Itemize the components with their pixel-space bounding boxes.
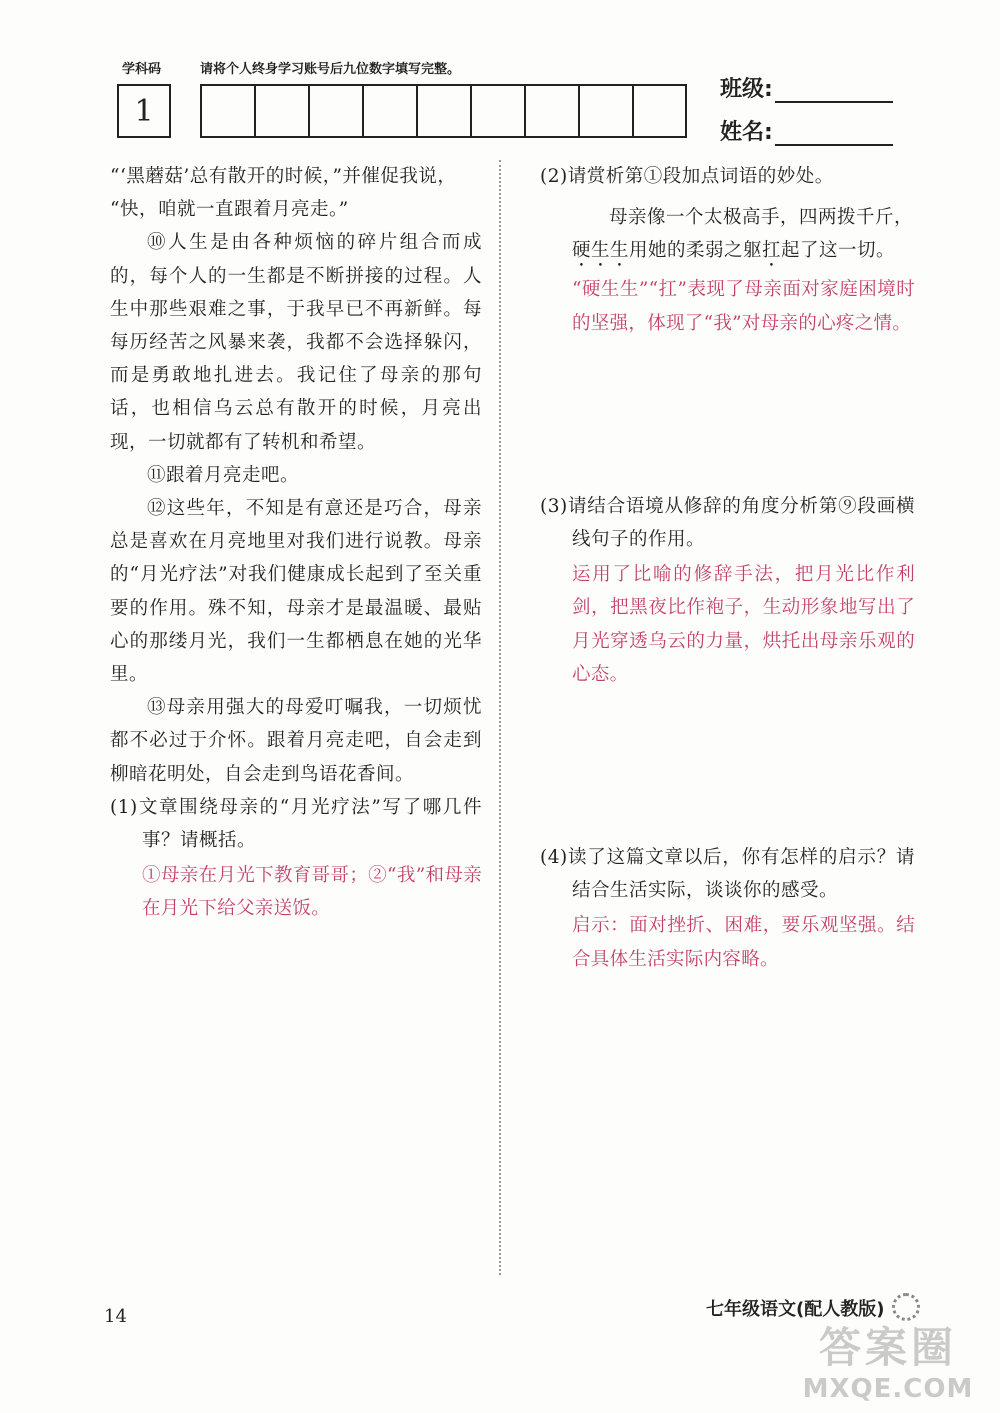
paragraph-10: ⑩人生是由各种烦恼的碎片组合而成的，每个人的一生都是不断拼接的过程。人生中那些艰难之事，于我早已不再新鲜。每每历经苦之风暴来袭，我都不会选择躲闪，而是勇敢地扎进去。我记住了母亲的那句话，也相信乌云总有散开的时候，月亮出现，一切就都有了转机和希望。 <box>110 232 482 453</box>
page-number: 14 <box>104 1306 127 1327</box>
watermark <box>788 1322 988 1404</box>
digit-box[interactable] <box>472 86 526 136</box>
digit-box[interactable] <box>310 86 364 136</box>
question-2: (2)请赏析第①段加点词语的妙处。 <box>540 166 834 187</box>
question-1: (1)文章围绕母亲的“月光疗法”写了哪几件事？请概括。 <box>110 796 482 852</box>
name-blank[interactable] <box>775 124 893 146</box>
question-3: (3)请结合语境从修辞的角度分析第⑨段画横线句子的作用。 <box>540 495 915 551</box>
class-field <box>720 72 893 103</box>
question-2-quote-a: 母亲像一个太极高手，四两拨千斤， <box>609 207 914 229</box>
quote-text: 起了这一切。 <box>781 240 896 262</box>
answer-1: ①母亲在月光下教育哥哥；②“我”和母亲在月光下给父亲送饭。 <box>142 865 482 920</box>
paragraph-quote-1: “‘黑蘑菇’总有散开的时候，”并催促我说， <box>110 166 457 187</box>
book-title: 七年级语文(配人教版) <box>706 1299 885 1320</box>
subject-code-box: 1 <box>117 84 171 138</box>
digit-box[interactable] <box>202 86 256 136</box>
digit-box[interactable] <box>634 86 685 136</box>
digit-box[interactable] <box>418 86 472 136</box>
digit-box[interactable] <box>364 86 418 136</box>
paragraph-12: ⑫这些年，不知是有意还是巧合，母亲总是喜欢在月亮地里对我们进行说教。母亲的“月光疗法”对我们健康成长起到了至关重要的作用。殊不知，母亲才是最温暖、最贴心的那缕月光，我们一生都栖息在她的光华里。 <box>110 498 482 686</box>
name-field <box>720 115 893 146</box>
paragraph-13: ⑬母亲用强大的母爱叮嘱我，一切烦忧都不必过于介怀。跟着月亮走吧，自会走到柳暗花明处，自会走到鸟语花香间。 <box>110 697 482 785</box>
class-blank[interactable] <box>775 81 893 103</box>
left-column <box>110 160 482 926</box>
watermark-text: 答案圈 <box>818 1323 957 1372</box>
gear-icon <box>892 1293 920 1321</box>
subject-code-label: 学科码 <box>122 62 162 77</box>
watermark-url: MXQE.COM <box>802 1374 974 1404</box>
account-instruction: 请将个人终身学习账号后九位数字填写完整。 <box>200 62 461 77</box>
question-2-quote-b <box>540 234 915 271</box>
question-4: (4)读了这篇文章以后，你有怎样的启示？请结合生活实际，谈谈你的感受。 <box>540 847 915 902</box>
dotted-word-yingshengsheng: 硬生生 <box>572 240 630 262</box>
answer-3: 运用了比喻的修辞手法，把月光比作利剑，把黑夜比作袍子，生动形象地写出了月光穿透乌云的力量，烘托出母亲乐观的心态。 <box>572 564 915 685</box>
name-label: 姓名: <box>720 120 773 145</box>
account-digit-boxes <box>200 84 687 138</box>
digit-box[interactable] <box>580 86 634 136</box>
paragraph-11: ⑪跟着月亮走吧。 <box>147 464 300 486</box>
right-column <box>540 160 915 976</box>
paragraph-quote-2: “快，咱就一直跟着月亮走。” <box>110 199 349 221</box>
answer-4: 启示：面对挫折、困难，要乐观坚强。结合具体生活实际内容略。 <box>572 915 915 970</box>
quote-text: 用她的柔弱之躯 <box>629 240 763 262</box>
answer-2: “硬生生”“扛”表现了母亲面对家庭困境时的坚强，体现了“我”对母亲的心疼之情。 <box>572 279 915 334</box>
digit-box[interactable] <box>256 86 310 136</box>
digit-box[interactable] <box>526 86 580 136</box>
dotted-word-kang: 扛 <box>762 240 782 262</box>
class-label: 班级: <box>720 77 773 102</box>
column-divider <box>499 160 501 1275</box>
